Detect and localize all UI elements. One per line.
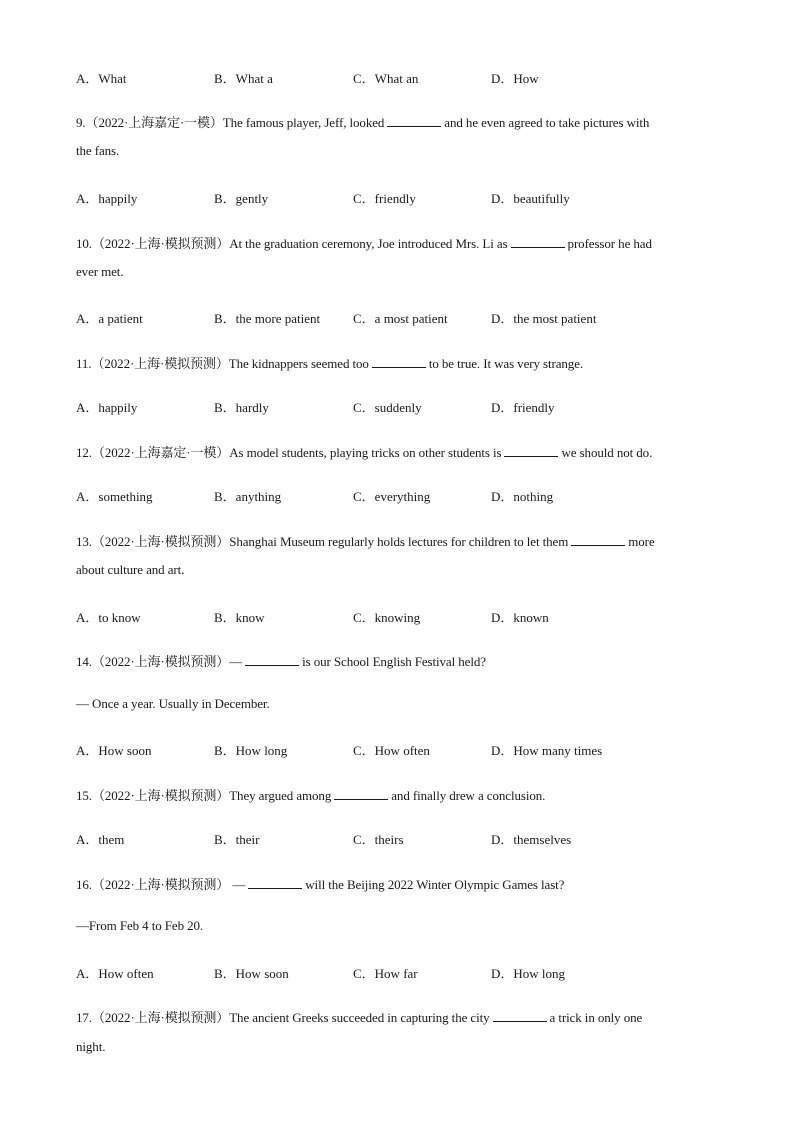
answer-blank (248, 877, 302, 889)
q13-stem-line2: about culture and art. (76, 562, 185, 577)
q12-option-a: A．something (76, 489, 153, 504)
q12-stem (76, 442, 652, 461)
q9-option-a: A．happily (76, 191, 138, 206)
q14-stem-line2: — Once a year. Usually in December. (76, 696, 270, 711)
answer-blank (245, 654, 299, 666)
q11-option-a: A．happily (76, 400, 138, 415)
q11-options (76, 397, 766, 415)
q14-option-d: D．How many times (491, 743, 603, 758)
answer-blank (372, 356, 426, 368)
q9-option-d: D．beautifully (491, 191, 570, 206)
q13-stem-text: 13.（2022·上海·模拟预测）Shanghai Museum regularly holds lectures for children to let them (76, 534, 569, 549)
q16-option-b: B．How soon (214, 966, 289, 981)
q14-option-b: B．How long (214, 743, 288, 758)
q8-option-a: A．What (76, 71, 127, 86)
q11-stem (76, 353, 583, 372)
q16-options (76, 963, 766, 981)
q15-stem (76, 785, 545, 804)
q9-option-b: B．gently (214, 191, 269, 206)
q12-stem-text-cont: we should not do. (561, 445, 653, 460)
q16-stem-text-cont: will the Beijing 2022 Winter Olympic Games last? (305, 877, 565, 892)
q14-stem-text-cont: is our School English Festival held? (302, 654, 486, 669)
answer-blank (571, 534, 625, 546)
q9-options (76, 188, 766, 206)
q10-option-d: D．the most patient (491, 311, 597, 326)
q13-option-c: C．knowing (353, 610, 421, 625)
q11-option-d: D．friendly (491, 400, 555, 415)
q10-stem-line2: ever met. (76, 264, 124, 279)
answer-blank (334, 788, 388, 800)
q11-stem-text: 11.（2022·上海·模拟预测）The kidnappers seemed too (76, 356, 369, 371)
q9-stem (76, 112, 649, 131)
q10-option-b: B．the more patient (214, 311, 321, 326)
answer-blank (387, 115, 441, 127)
q12-stem-text: 12.（2022·上海嘉定·一模）As model students, playing tricks on other students is (76, 445, 502, 460)
q9-stem-line2: the fans. (76, 143, 120, 158)
q11-stem-text-cont: to be true. It was very strange. (428, 356, 584, 371)
q16-option-c: C．How far (353, 966, 418, 981)
q17-stem-text-cont: a trick in only one (549, 1010, 643, 1025)
q15-option-b: B．their (214, 832, 260, 847)
q17-stem-text: 17.（2022·上海·模拟预测）The ancient Greeks succeeded in capturing the city (76, 1010, 490, 1025)
q15-options (76, 829, 766, 847)
q11-option-c: C．suddenly (353, 400, 422, 415)
q10-option-c: C．a most patient (353, 311, 448, 326)
q10-stem (76, 233, 652, 252)
q10-options (76, 308, 766, 326)
q15-stem-text: 15.（2022·上海·模拟预测）They argued among (76, 788, 332, 803)
q8-options (76, 68, 766, 86)
q9-stem-text-cont: and he even agreed to take pictures with (444, 115, 650, 130)
q8-option-c: C．What an (353, 71, 419, 86)
q16-stem-text: 16.（2022·上海·模拟预测） — (76, 877, 246, 892)
q14-stem (76, 651, 486, 670)
q10-stem-text-cont: professor he had (567, 236, 652, 251)
q16-stem-line2: —From Feb 4 to Feb 20. (76, 918, 204, 933)
q12-option-b: B．anything (214, 489, 282, 504)
q16-option-d: D．How long (491, 966, 566, 981)
q12-option-d: D．nothing (491, 489, 554, 504)
q12-options (76, 486, 766, 504)
q15-stem-text-cont: and finally drew a conclusion. (391, 788, 546, 803)
q10-option-a: A．a patient (76, 311, 143, 326)
q14-option-a: A．How soon (76, 743, 152, 758)
q17-stem (76, 1007, 642, 1026)
answer-blank (493, 1010, 547, 1022)
q8-option-d: D．How (491, 71, 539, 86)
answer-blank (504, 445, 558, 457)
q11-option-b: B．hardly (214, 400, 269, 415)
q14-stem-text: 14.（2022·上海·模拟预测）— (76, 654, 243, 669)
q13-option-b: B．know (214, 610, 265, 625)
q16-stem (76, 874, 564, 893)
q15-option-c: C．theirs (353, 832, 404, 847)
q13-stem-text-cont: more (628, 534, 655, 549)
q8-option-b: B．What a (214, 71, 273, 86)
q12-option-c: C．everything (353, 489, 431, 504)
q9-option-c: C．friendly (353, 191, 416, 206)
q10-stem-text: 10.（2022·上海·模拟预测）At the graduation ceremony, Joe introduced Mrs. Li as (76, 236, 508, 251)
answer-blank (511, 236, 565, 248)
q13-option-a: A．to know (76, 610, 141, 625)
q13-option-d: D．known (491, 610, 549, 625)
q13-stem (76, 531, 655, 550)
q15-option-a: A．them (76, 832, 125, 847)
q13-options (76, 607, 766, 625)
q14-options (76, 740, 766, 758)
q15-option-d: D．themselves (491, 832, 572, 847)
q14-option-c: C．How often (353, 743, 430, 758)
q17-stem-line2: night. (76, 1039, 106, 1054)
q9-stem-text: 9.（2022·上海嘉定·一模）The famous player, Jeff, looked (76, 115, 385, 130)
q16-option-a: A．How often (76, 966, 154, 981)
